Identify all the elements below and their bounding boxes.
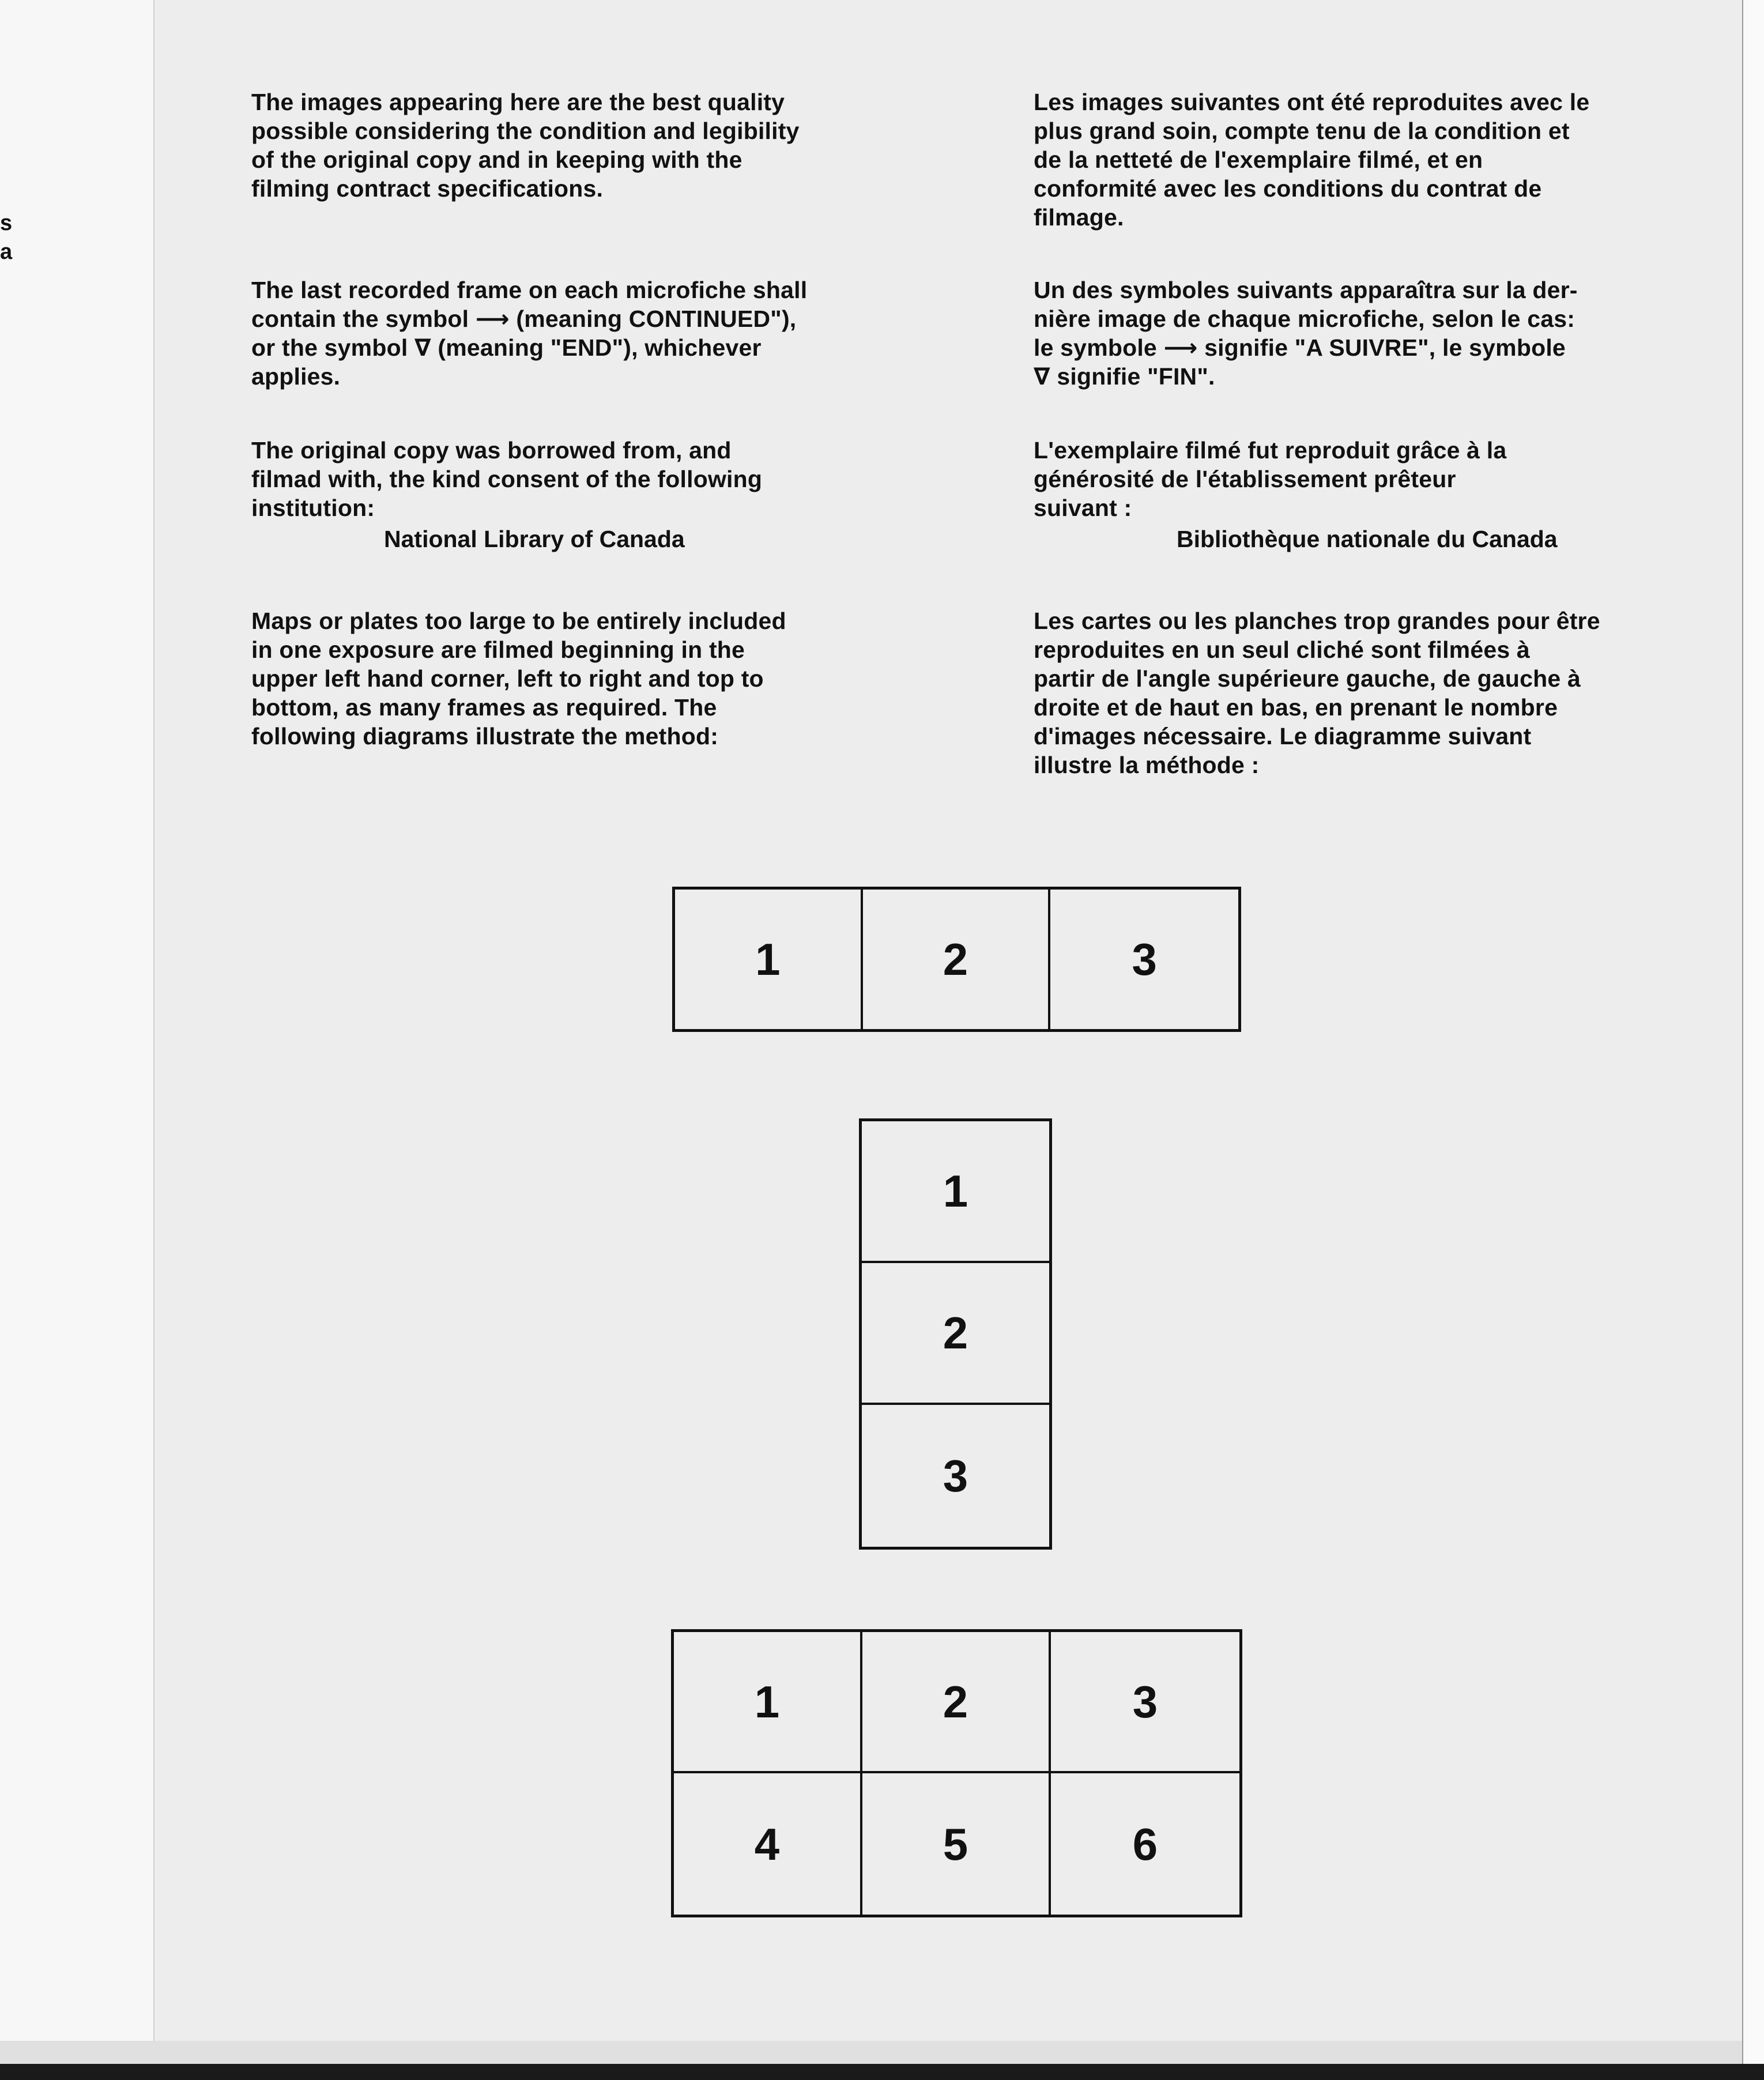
frame-cell: 2 xyxy=(862,1263,1049,1405)
right-page-edge xyxy=(1742,0,1764,2080)
french-borrowed-paragraph: L'exemplaire filmé fut reproduit grâce à la générosité de l'établissement prêteur suivant : xyxy=(1034,437,1507,521)
frame-cell: 3 xyxy=(943,1450,968,1501)
french-quality-paragraph: Les images suivantes ont été reproduites avec le plus grand soin, compte tenu de la condition et de la netteté de l'exemplaire filmé, et en conformité avec les conditions du contrat de filmage. xyxy=(1034,89,1590,231)
french-symbol-paragraph: Un des symboles suivants apparaîtra sur la der- nière image de chaque microfiche, selon le cas: le symbole ⟶ signifie "A SUIVRE", le symbole ∇ signifie "FIN". xyxy=(1034,277,1578,390)
bottom-margin-band xyxy=(0,2041,1742,2064)
frame-cell: 2 xyxy=(862,1632,1051,1773)
english-quality-paragraph: The images appearing here are the best quality possible considering the condition and legibility of the original copy and in keeping with the filming contract specifications. xyxy=(251,89,800,202)
english-institution-name: National Library of Canada xyxy=(384,526,685,552)
frame-cell: 4 xyxy=(674,1773,862,1915)
frame-cell: 3 xyxy=(1051,1632,1239,1773)
grid-frame-diagram xyxy=(671,1629,1242,1917)
margin-fragment-letter: s xyxy=(0,211,13,235)
frame-cell: 1 xyxy=(674,1632,862,1773)
bottom-film-edge xyxy=(0,2064,1764,2080)
frame-cell: 3 xyxy=(1132,934,1157,985)
page-fold-line xyxy=(153,0,154,2064)
english-maps-paragraph: Maps or plates too large to be entirely included in one exposure are filmed beginning in the upper left hand corner, left to right and top to bottom, as many frames as required. The following diagrams illustrate the method: xyxy=(251,608,786,749)
french-institution-name: Bibliothèque nationale du Canada xyxy=(1177,526,1558,552)
frame-cell: 6 xyxy=(1132,1818,1158,1870)
frame-cell: 5 xyxy=(862,1773,1051,1915)
frame-cell: 1 xyxy=(862,1121,1049,1263)
margin-fragment-letter: a xyxy=(0,240,13,264)
english-borrowed-paragraph: The original copy was borrowed from, and filmad with, the kind consent of the following institution: xyxy=(251,437,763,521)
left-margin-strip xyxy=(0,0,153,2064)
frame-cell: 2 xyxy=(863,890,1051,1029)
french-maps-paragraph: Les cartes ou les planches trop grandes pour être reproduites en un seul cliché sont filmées à partir de l'angle supérieure gauche, de gauche à droite et de haut en bas, en prenant le nombre d'images nécessaire. Le diagramme suivant illustre la méthode : xyxy=(1034,608,1600,778)
horizontal-frame-diagram xyxy=(672,887,1241,1032)
english-symbol-paragraph: The last recorded frame on each microfiche shall contain the symbol ⟶ (meaning CONTINUED"), or the symbol ∇ (meaning "END"), whichever applies. xyxy=(251,277,808,390)
vertical-frame-diagram xyxy=(859,1118,1052,1550)
frame-cell: 1 xyxy=(675,890,863,1029)
